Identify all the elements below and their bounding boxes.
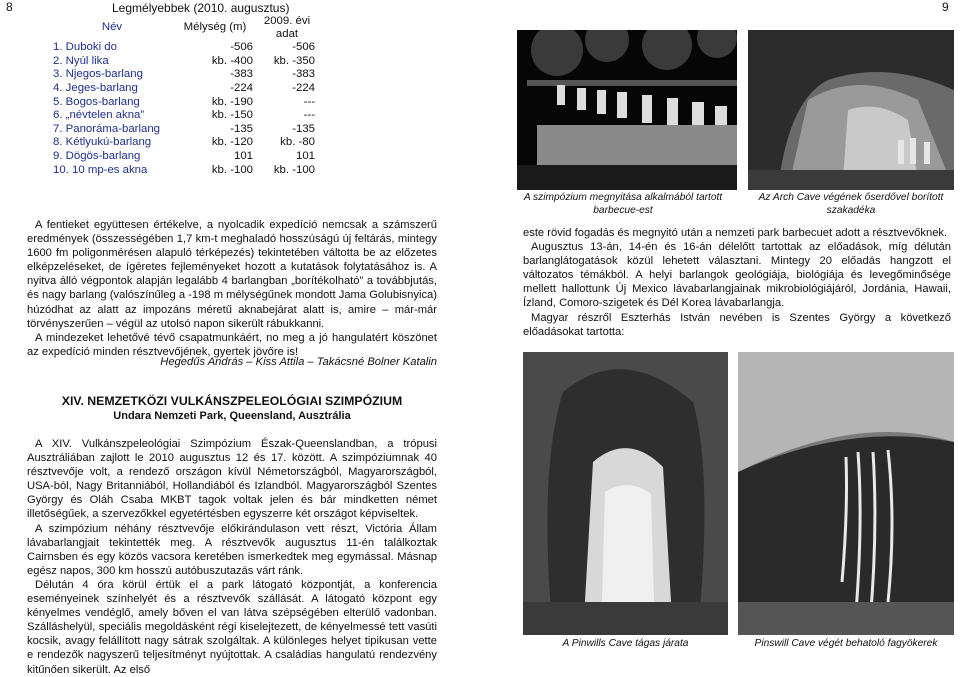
symposium-text <box>27 437 437 677</box>
photo-arch-cave <box>748 30 954 190</box>
cave-prev-depth: -383 <box>292 68 315 81</box>
section-title: XIV. NEMZETKÖZI VULKÁNSZPELEOLÓGIAI SZIMPÓZIUM <box>61 394 403 408</box>
intro-text <box>27 218 437 359</box>
cave-prev-depth: kb. -350 <box>273 54 315 67</box>
photo-pinwills-passage <box>523 352 728 635</box>
cave-depth: -506 <box>230 41 253 54</box>
table-row <box>50 41 318 55</box>
cave-depth: kb. -400 <box>211 54 253 67</box>
cave-name: 5. Bogos-barlang <box>53 95 140 108</box>
intro-paragraph-2: A mindezeket lehetővé tévő csapatmunkáért, no meg a jó hangulatért köszönet az expedíció minden résztvevőjének, gyertek jövőre is! <box>27 331 437 358</box>
cave-prev-depth: -135 <box>292 122 315 135</box>
cave-name: 3. Njegos-barlang <box>53 68 143 81</box>
caption-pinswill-roots: Pinswill Cave végét behatoló fagyökerek <box>754 638 938 649</box>
cave-depth: kb. -100 <box>211 163 253 176</box>
table-row <box>50 68 318 82</box>
photo-barbecue <box>517 30 737 190</box>
cave-name: 4. Jeges-barlang <box>53 82 138 95</box>
header-depth: Mélység (m) <box>183 21 247 33</box>
page-number-left: 8 <box>6 0 13 14</box>
table-row <box>50 109 318 123</box>
cave-prev-depth: --- <box>303 109 315 122</box>
cave-prev-depth: 101 <box>295 150 315 163</box>
cave-prev-depth: kb. -80 <box>280 136 315 149</box>
cave-prev-depth: -224 <box>292 82 315 95</box>
deepest-caves-table <box>50 14 318 177</box>
cave-prev-depth: -506 <box>292 41 315 54</box>
cave-name: 10. 10 mp-es akna <box>53 163 148 176</box>
cave-name: 9. Dögös-barlang <box>53 150 141 163</box>
cave-name: 7. Panoráma-barlang <box>53 122 161 135</box>
intro-paragraph-1: A fentieket együttesen értékelve, a nyolcadik expedíció nemcsak a számszerű eredmények (összességében 1,7 km-t meghaladó hosszúságú új feltárás, mintegy 1600 fm poligonmérésen alapuló térképezés) tekintetében váltotta be az előzetes elképzeléseket, de ígéretes fejleményeket hozott a kutatások folytatásához is. A nyitva álló végpontok alapján legalább 4 barlangban „borítékolható” a továbbjutás, és nagy barlang (valószínűleg a -198 m mélységűnek mondott Jama Golubisnyica) húzódhat az alatt az impozáns méretű aknabejárat alatt is, amire – már-már törvényszerűen – végül az utolsó napon sikerült rábukkanni. <box>27 219 437 330</box>
cave-name: 1. Duboki do <box>53 41 117 54</box>
authors: Hegedűs András – Kiss Attila – Takácsné Bolner Katalin <box>160 356 437 368</box>
table-row <box>50 95 318 109</box>
cave-depth: 101 <box>233 150 253 163</box>
cave-depth: -383 <box>230 68 253 81</box>
page-number-right: 9 <box>942 0 949 14</box>
table-row <box>50 55 318 69</box>
symposium-paragraph-2: A szimpózium néhány résztvevője előkirándulason vett részt, Victória Állam lávabarlangjait tekintették meg. A résztvevők augusztus 11-én találkoztak Cairnsben és egy közös vacsora keretében ismerkedtek meg egymással. Másnap egész napos, 300 km hosszú autóbuszutazás várt ránk. <box>27 522 437 577</box>
header-name: Név <box>101 21 123 33</box>
photo-pinswill-roots <box>738 352 954 635</box>
cave-depth: kb. -190 <box>211 95 253 108</box>
right-text <box>523 226 951 339</box>
caption-arch-cave: Az Arch Cave végének őserdővel borított szakadéka <box>758 192 944 216</box>
right-paragraph-2: Augusztus 13-án, 14-én és 16-án délelőtt tartottak az előadások, míg délután barlanglátogatások közül lehetett választani. Mintegy 20 előadás hangzott el változatos témákból. A helyi barlangok geológiája, biológiája és levegőminősége mellett hallottunk Új Mexico lávabarlangjainak mikrobiológiájáról, Jordánia, Hawaii, Ízland, Comoro-szigetek és Dél Korea lávabarlangja. <box>523 241 951 310</box>
cave-name: 8. Kétlyukú-barlang <box>53 136 152 149</box>
caption-pinwills-passage: A Pinwills Cave tágas járata <box>562 638 689 649</box>
cave-prev-depth: --- <box>303 95 315 108</box>
cave-name: 6. „névtelen akna” <box>53 109 145 122</box>
symposium-paragraph-3: Délután 4 óra körül értük el a park látogató központját, a konferencia eseményeinek színhelyét és a résztvevők szállását. A látogató központ egy kényelmes vendéglő, amely bőven el van látva szépségében elterülő vadonban. Szálláshelyül, speciális megoldásként régi kiselejtezett, de kényelmessé tett vasúti kocsik, avagy felállított nagy sátrak szolgáltak. A különleges helyet tipikusan vette e rendezők nagyszerű teljesítményt nyújtottak. A családias hangulatú rendezvény kitűnően sikerült. Az első <box>27 578 437 676</box>
table-row <box>50 82 318 96</box>
cave-name: 2. Nyúl lika <box>53 54 109 67</box>
table-row <box>50 150 318 164</box>
caption-barbecue: A szimpózium megnyitása alkalmából tartott barbecue-est <box>523 192 723 216</box>
header-year: 2009. évi adat <box>263 14 311 40</box>
table-row <box>50 163 318 177</box>
table-caption: Legmélyebbek (2010. augusztus) <box>112 1 290 15</box>
table-row <box>50 136 318 150</box>
section-subtitle: Undara Nemzeti Park, Queensland, Ausztrália <box>113 410 351 422</box>
right-paragraph-3: Magyar részről Eszterhás István nevében is Szentes György a következő előadásokat tartotta: <box>523 311 951 338</box>
cave-prev-depth: kb. -100 <box>273 163 315 176</box>
table-row <box>50 123 318 137</box>
cave-depth: kb. -120 <box>211 136 253 149</box>
right-paragraph-1: este rövid fogadás és megnyitó után a nemzeti park barbecuet adott a résztvevőknek. <box>523 227 948 239</box>
cave-depth: -135 <box>230 122 253 135</box>
cave-depth: -224 <box>230 82 253 95</box>
cave-depth: kb. -150 <box>211 109 253 122</box>
symposium-paragraph-1: A XIV. Vulkánszpeleológiai Szimpózium Észak-Queenslandban, a trópusi Ausztráliában zajlott le 2010 augusztus 12 és 17. között. A szimpóziumnak 40 résztvevője volt, a rendező országon kívül Németországból, Magyarországból, USA-ból, Nagy Britanniából, Hollandiából és Izlandból. Magyarországból Szentes György és Oláh Csaba MKBT tagok voltak jelen és bár mindketten német illetőségűek, a szervezőkkel egyetértésben egyszerre két országot képviseltek. <box>27 438 437 521</box>
table-header-row <box>50 14 318 41</box>
